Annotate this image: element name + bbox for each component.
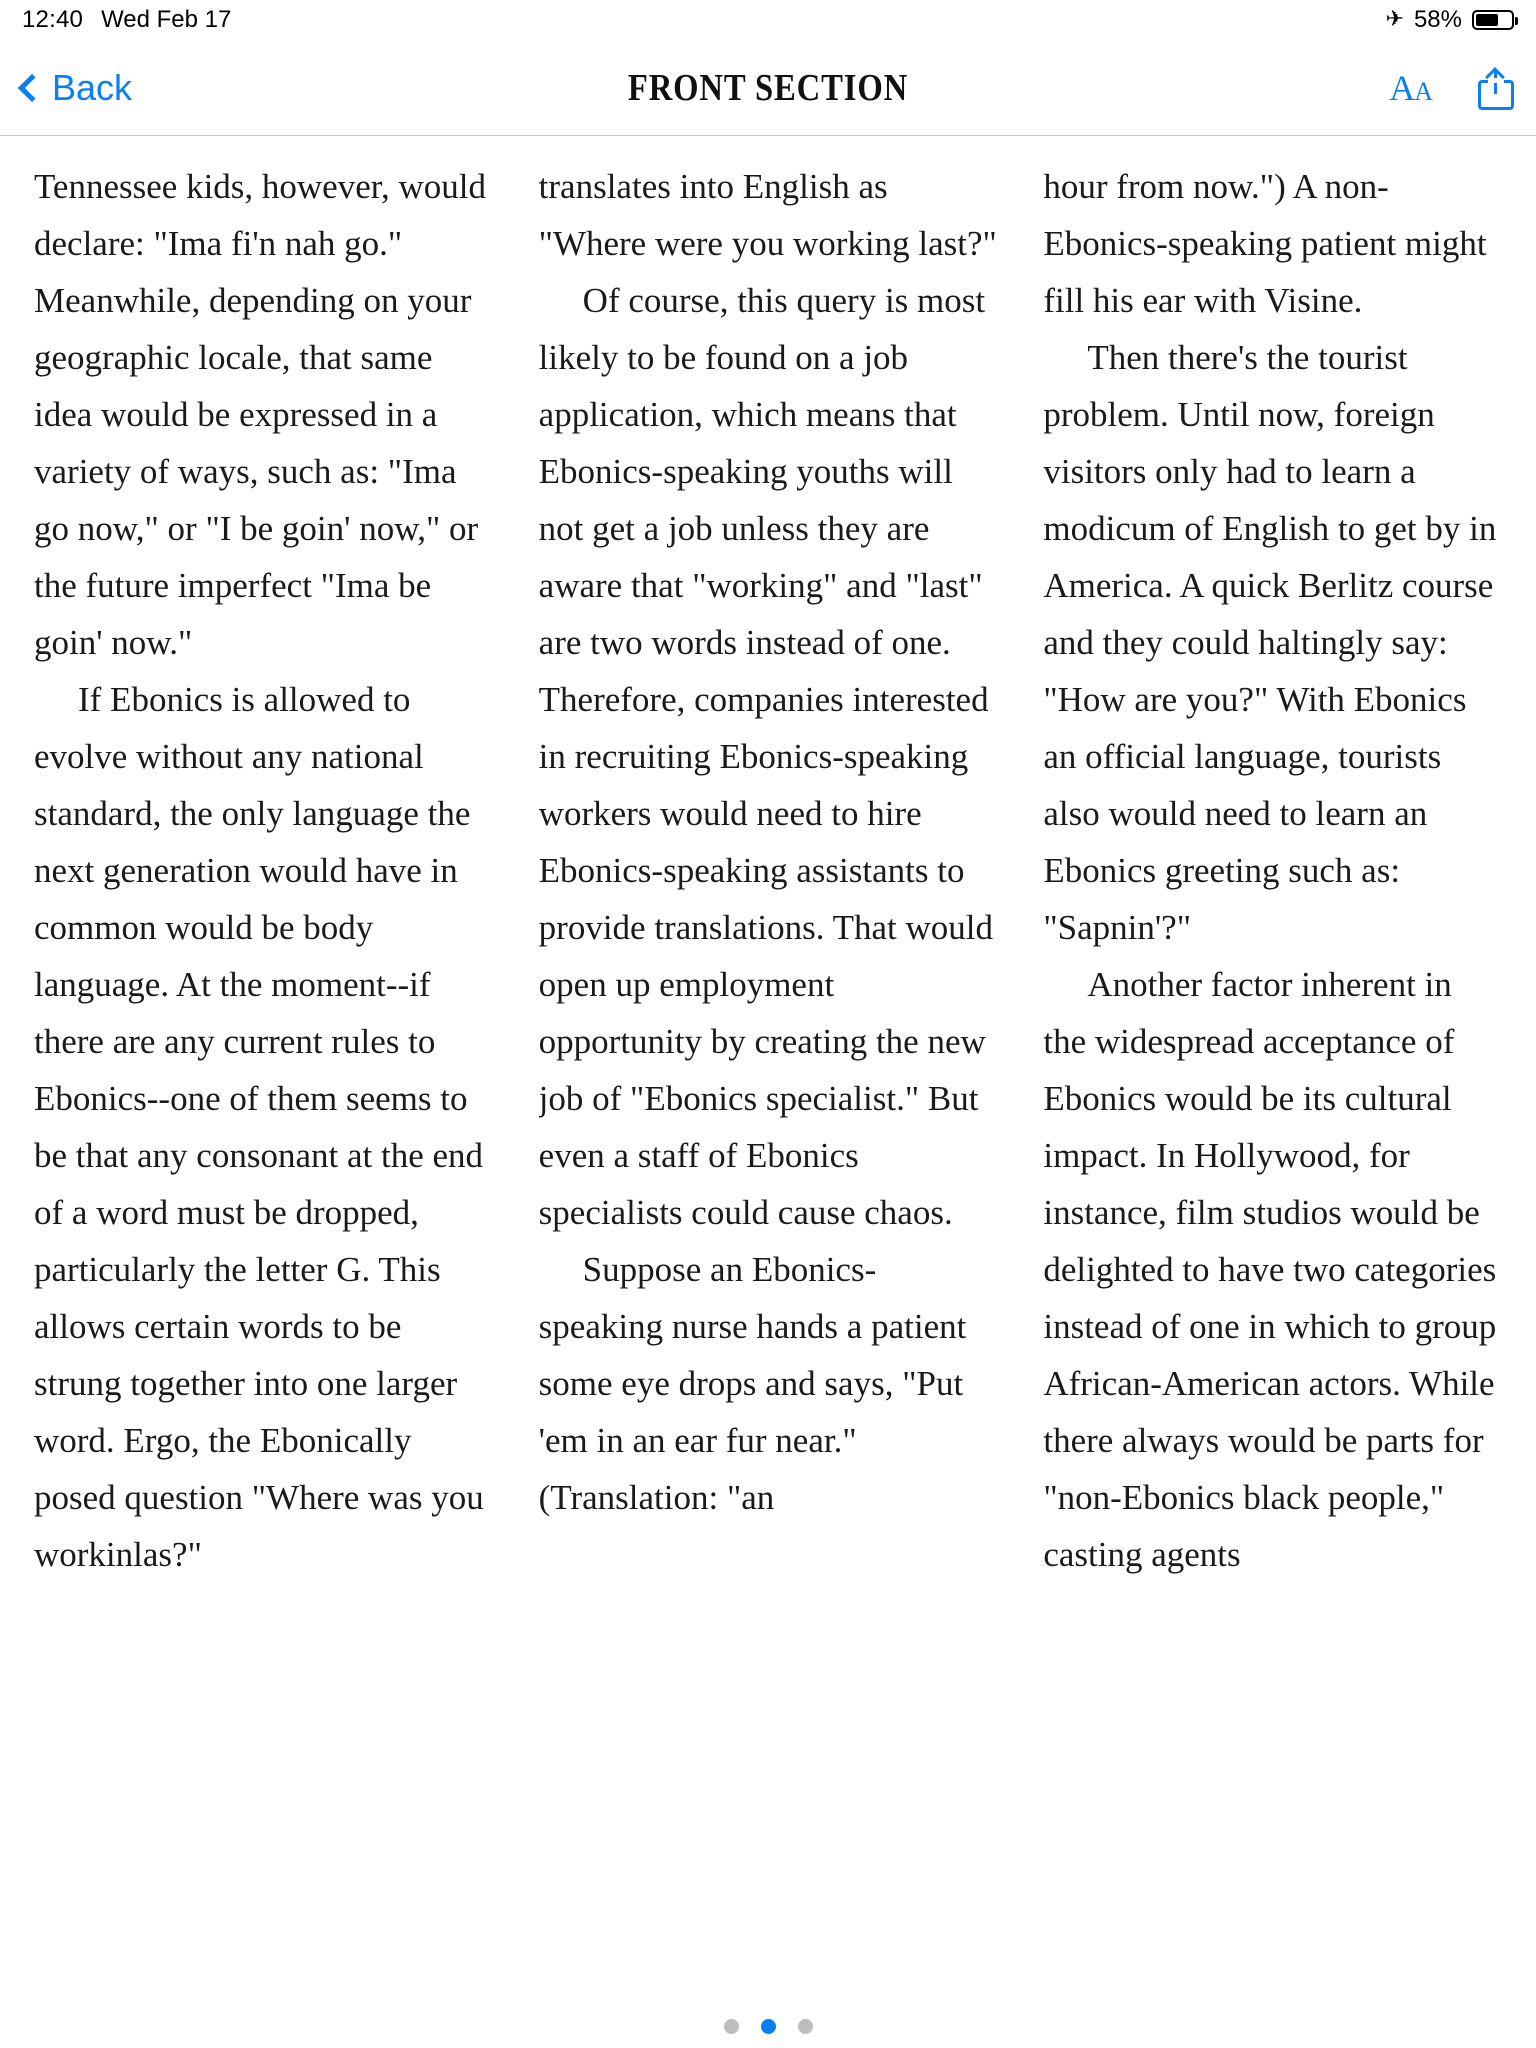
article-column-3 [1043,158,1502,1988]
paragraph: Tennessee kids, however, would declare: "Ima fi'n nah go." Meanwhile, depending on your geographic locale, that same idea would be expressed in a variety of ways, such as: "Ima go now," or "I be goin' now," or the future imperfect "Ima be goin' now." [34,167,487,662]
status-bar-left [22,6,231,34]
back-button[interactable] [22,67,132,109]
page-dot-active[interactable] [761,2019,776,2034]
paragraph: hour from now.") A non-Ebonics-speaking patient might fill his ear with Visine. [1043,167,1487,320]
back-button-label: Back [52,66,133,108]
page-indicator[interactable] [0,2019,1536,2034]
paragraph: translates into English as "Where were you working last?" [538,167,997,263]
airplane-mode-icon: ✈ [1385,6,1404,31]
article-column-1 [34,158,493,1988]
text-size-small-a: A [1414,76,1432,106]
paragraph: Then there's the tourist problem. Until now, foreign visitors only had to learn a modicum of English to get by in America. A quick Berlitz course and they could haltingly say: "How are you?" With Ebonics an official language, tourists also would need to learn an Ebonics greeting such as: "Sapnin'?" [1043,338,1497,947]
page-dot[interactable] [724,2019,739,2034]
battery-fill [1476,14,1498,26]
page-dot[interactable] [798,2019,813,2034]
article-column-2 [539,158,998,1988]
battery-icon [1472,10,1514,30]
navigation-bar-actions [1389,66,1514,110]
status-time: 12:40 [22,6,84,33]
navigation-bar [0,40,1536,136]
article-columns [34,158,1502,1988]
text-size-large-a: A [1389,67,1415,108]
share-icon[interactable] [1478,66,1514,110]
status-date: Wed Feb 17 [101,6,232,33]
paragraph: If Ebonics is allowed to evolve without any national standard, the only language the next generation would have in common would be body language. At the moment--if there are any current rules to Ebonics--one of them seems to be that any consonant at the end of a word must be dropped, particularly the letter G. This allows certain words to be strung together into one larger word. Ergo, the Ebonically posed question "Where was you workinlas?" [34,680,484,1574]
text-size-button[interactable] [1389,67,1432,109]
chevron-left-icon [18,73,46,101]
paragraph: Another factor inherent in the widespread acceptance of Ebonics would be its cultural impact. In Hollywood, for instance, film studios would be delighted to have two categories instead of one in which to group African-American actors. While there always would be parts for "non-Ebonics black people," casting agents [1043,965,1497,1574]
paragraph: Suppose an Ebonics-speaking nurse hands a patient some eye drops and says, "Put 'em in an ear fur near." (Translation: "an [538,1250,967,1517]
paragraph: Of course, this query is most likely to be found on a job application, which means that Ebonics-speaking youths will not get a job unless they are aware that "working" and "last" are two words instead of one. Therefore, companies interested in recruiting Ebonics-speaking workers would need to hire Ebonics-speaking assistants to provide translations. That would open up employment opportunity by creating the new job of "Ebonics specialist." But even a staff of Ebonics specialists could cause chaos. [538,281,993,1232]
article-body[interactable] [0,136,1536,2014]
page-title: FRONT SECTION [627,66,909,109]
battery-percent-label: 58% [1413,6,1462,33]
status-bar-right [1386,6,1514,34]
status-bar [0,0,1536,40]
